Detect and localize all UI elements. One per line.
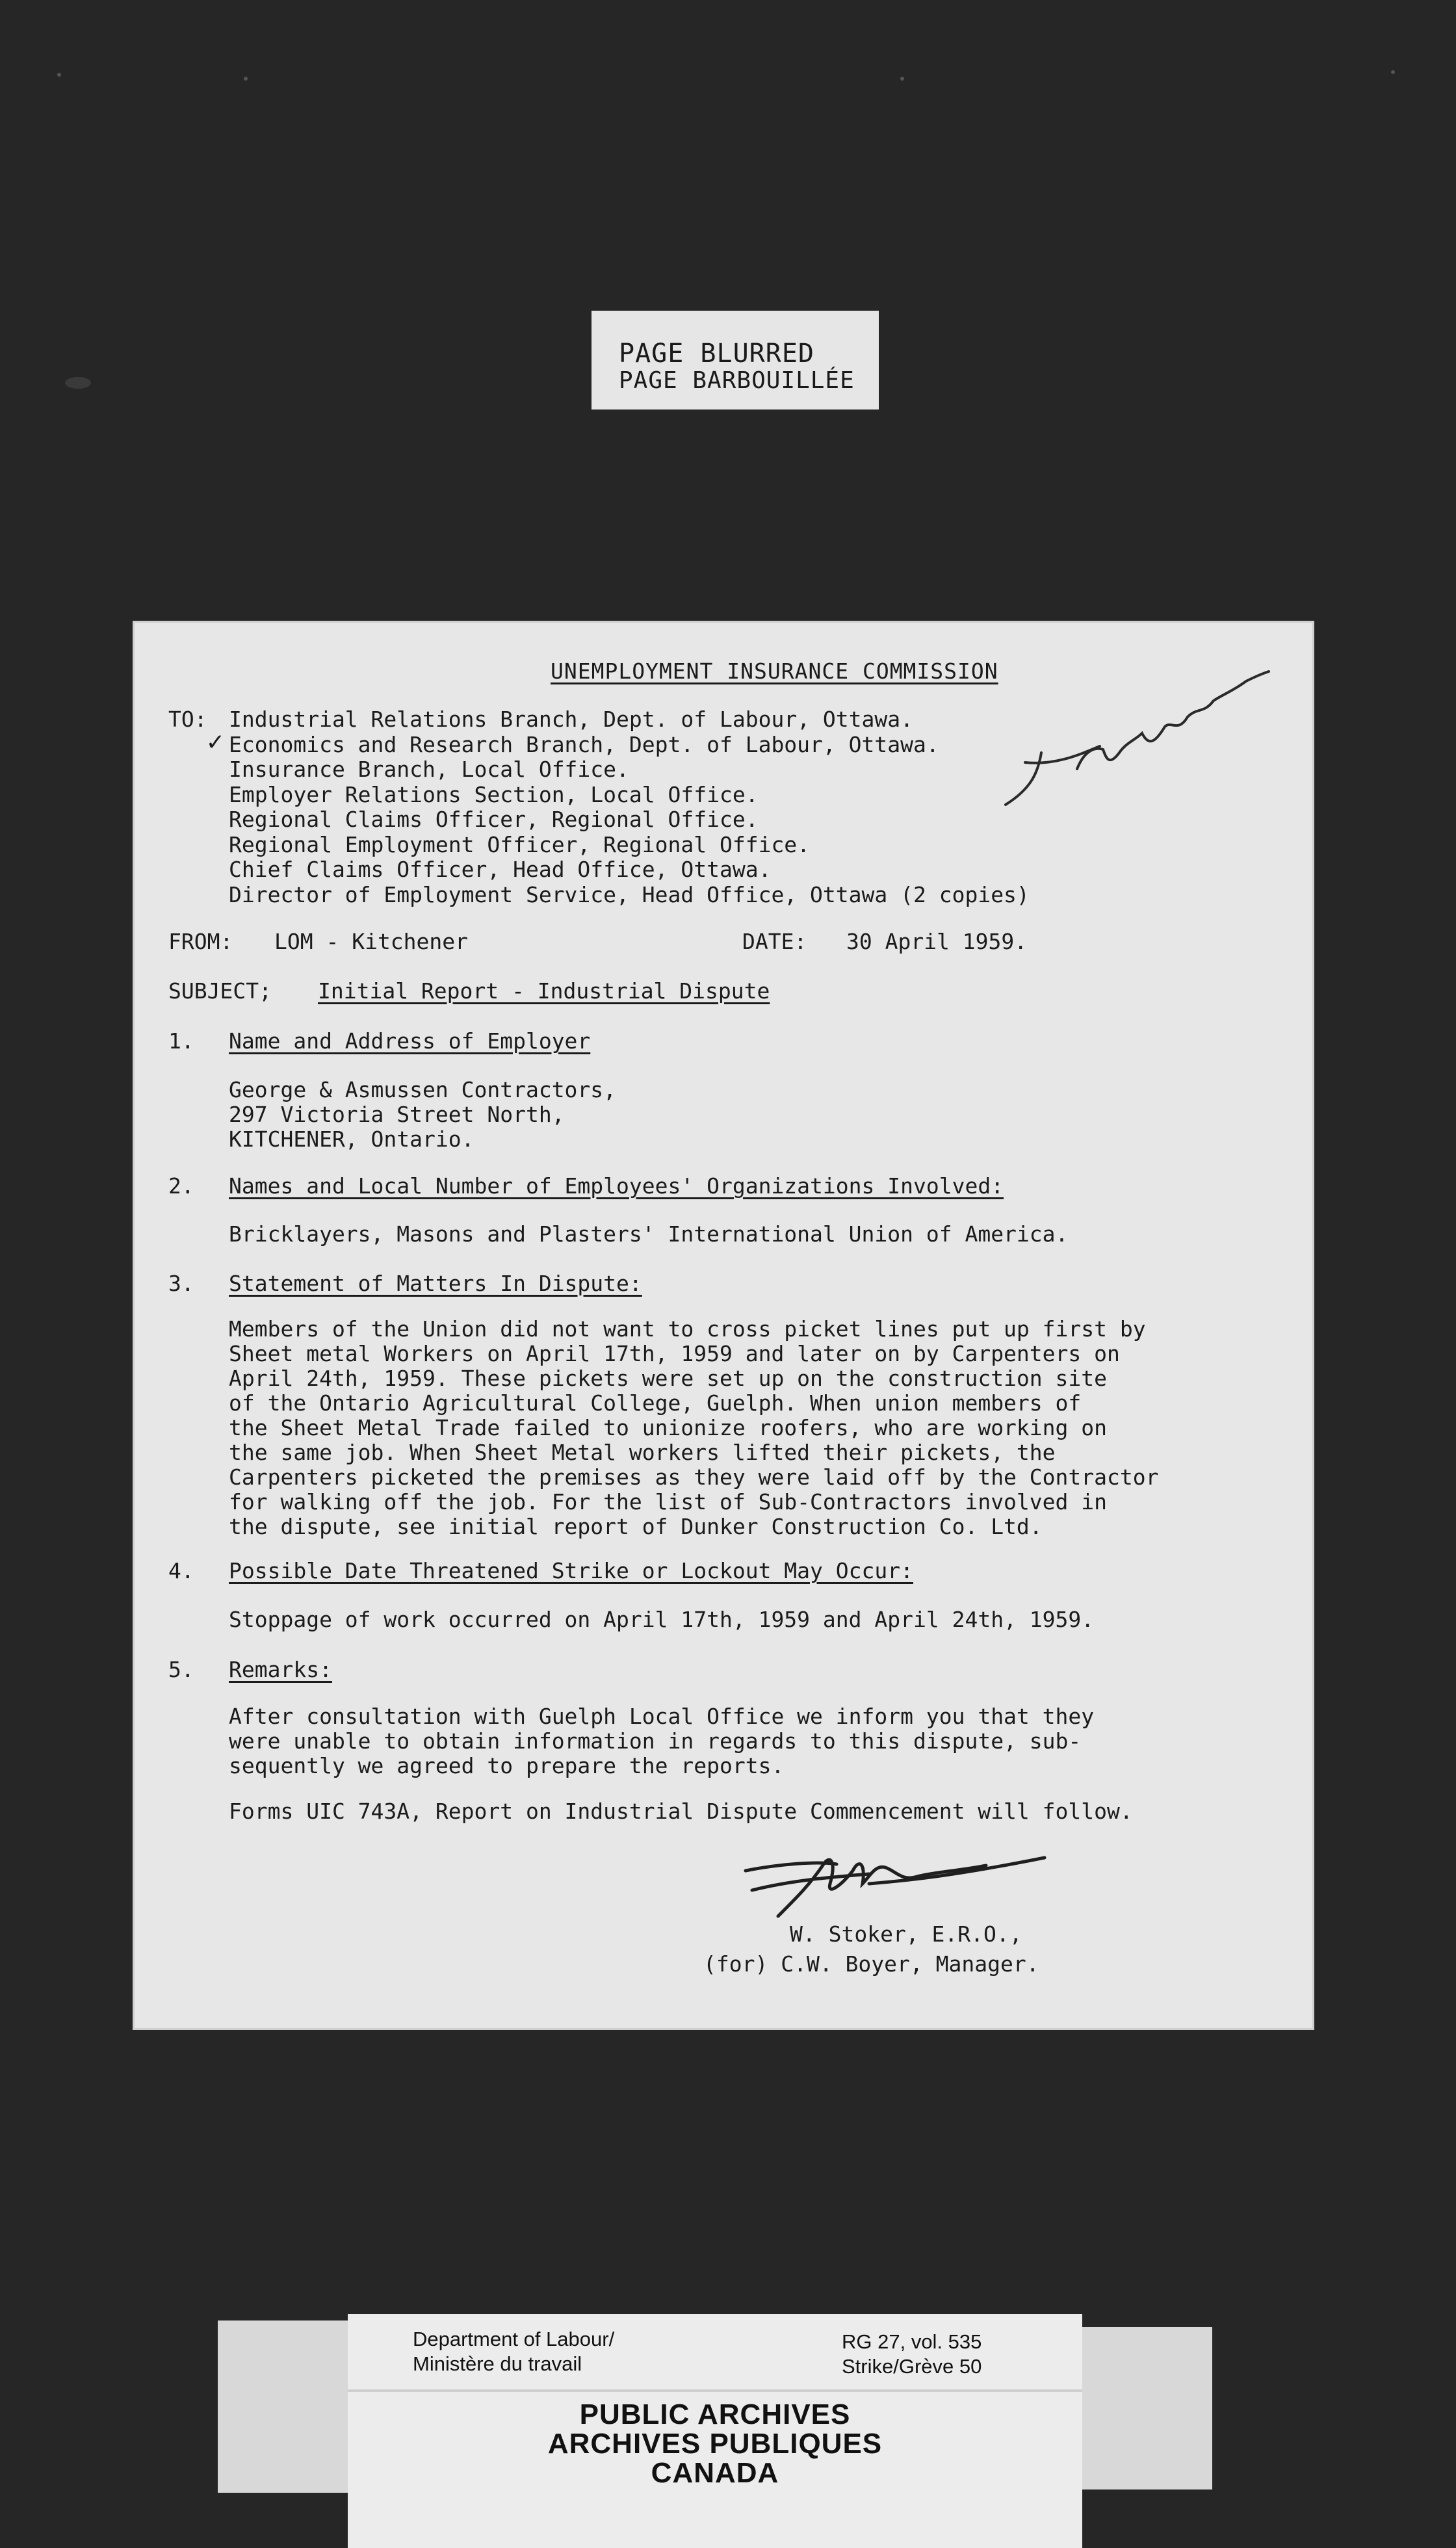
recipient-line: Insurance Branch, Local Office. [229,757,629,782]
subject-value: Initial Report - Industrial Dispute [318,978,770,1004]
section-number: 5. [168,1657,194,1682]
blur-label-line2: PAGE BARBOUILLÉE [619,367,855,394]
body-line: KITCHENER, Ontario. [229,1126,474,1152]
department-text [413,2327,614,2376]
ref-line2: Strike/Grève 50 [842,2355,982,2378]
signer-name: W. Stoker, E.R.O., [790,1921,1022,1947]
section-body [229,1222,1068,1247]
archives-line2: ARCHIVES PUBLIQUES [547,2428,883,2460]
body-line: 297 Victoria Street North, [229,1102,565,1127]
dust-speck [57,73,61,77]
body-line: sequently we agreed to prepare the reports. [229,1753,785,1778]
section-heading: Remarks: [229,1657,332,1682]
dept-line1: Department of Labour/ [413,2328,615,2350]
recipient-line: Director of Employment Service, Head Office, Ottawa (2 copies) [229,881,1030,907]
body-line: for walking off the job. For the list of Sub-Contractors involved in [229,1489,1108,1514]
dust-speck [1391,70,1395,74]
body-line: of the Ontario Agricultural College, Guelph. When union members of [229,1390,1082,1416]
recipient-line: Chief Claims Officer, Head Office, Ottawa. [229,857,772,882]
section-number: 3. [168,1271,194,1296]
blur-label-line1: PAGE BLURRED [619,339,814,369]
recipient-line: Industrial Relations Branch, Dept. of Labour, Ottawa. [229,707,913,732]
body-line: Carpenters picketed the premises as they were laid off by the Contractor [229,1464,1159,1490]
section-body [229,1704,1094,1778]
archives-heading [348,2400,1082,2488]
label-tab-left [218,2320,348,2493]
body-line: April 24th, 1959. These pickets were set up on the construction site [229,1366,1108,1391]
archives-line3: CANADA [651,2457,779,2489]
section-body [229,1317,1158,1539]
section-heading: Names and Local Number of Employees' Organizations Involved: [229,1173,1004,1199]
section-number: 4. [168,1558,194,1583]
recipient-line: Employer Relations Section, Local Office. [229,781,759,807]
section-heading: Statement of Matters In Dispute: [229,1271,642,1296]
section-body [229,1078,616,1152]
body-line: the same job. When Sheet Metal workers lifted their pickets, the [229,1440,1056,1465]
from-label: FROM: [168,929,233,954]
page-blurred-label [592,311,879,410]
body-line: Members of the Union did not want to cross picket lines put up first by [229,1316,1146,1342]
archives-line1: PUBLIC ARCHIVES [579,2398,851,2430]
dust-speck [244,77,248,81]
check-mark-icon: ✓ [207,727,224,757]
archive-label [348,2314,1082,2548]
section-number: 1. [168,1028,194,1054]
body-line: Bricklayers, Masons and Plasters' International Union of America. [229,1221,1069,1247]
recipient-line: Regional Claims Officer, Regional Office. [229,807,759,832]
recipient-line: Economics and Research Branch, Dept. of Labour, Ottawa. [229,731,939,757]
label-divider [348,2389,1082,2392]
forms-note: Forms UIC 743A, Report on Industrial Dispute Commencement will follow. [229,1799,1133,1824]
body-line: Stoppage of work occurred on April 17th, 1959 and April 24th, 1959. [229,1607,1095,1632]
date-label: DATE: [742,929,807,954]
memo-title: UNEMPLOYMENT INSURANCE COMMISSION [551,658,998,684]
signature [739,1845,1051,1929]
typed-memo [135,623,1312,2028]
body-line: Sheet metal Workers on April 17th, 1959 and later on by Carpenters on [229,1341,1120,1366]
recipient-line: Regional Employment Officer, Regional Office. [229,831,811,857]
body-line: were unable to obtain information in regards to this dispute, sub- [229,1728,1082,1754]
dust-speck [65,377,91,389]
section-body [229,1607,1094,1632]
section-heading: Name and Address of Employer [229,1028,591,1054]
reference-text [842,2330,982,2379]
body-line: the Sheet Metal Trade failed to unionize roofers, who are working on [229,1415,1108,1440]
ref-line1: RG 27, vol. 535 [842,2330,982,2353]
label-tab-right [1082,2327,1212,2490]
body-line: George & Asmussen Contractors, [229,1077,617,1102]
section-number: 2. [168,1173,194,1199]
section-heading: Possible Date Threatened Strike or Lockout May Occur: [229,1558,913,1583]
body-line: the dispute, see initial report of Dunker Construction Co. Ltd. [229,1514,1043,1539]
date-value: 30 April 1959. [846,929,1028,954]
dept-line2: Ministère du travail [413,2352,582,2375]
body-line: After consultation with Guelph Local Office we inform you that they [229,1704,1095,1729]
dust-speck [900,77,904,81]
handwritten-note [980,655,1279,824]
from-value: LOM - Kitchener [274,929,469,954]
recipient-list [229,707,1030,907]
subject-label: SUBJECT; [168,978,272,1004]
to-label: TO: [168,707,207,732]
signer-for: (for) C.W. Boyer, Manager. [703,1951,1039,1977]
